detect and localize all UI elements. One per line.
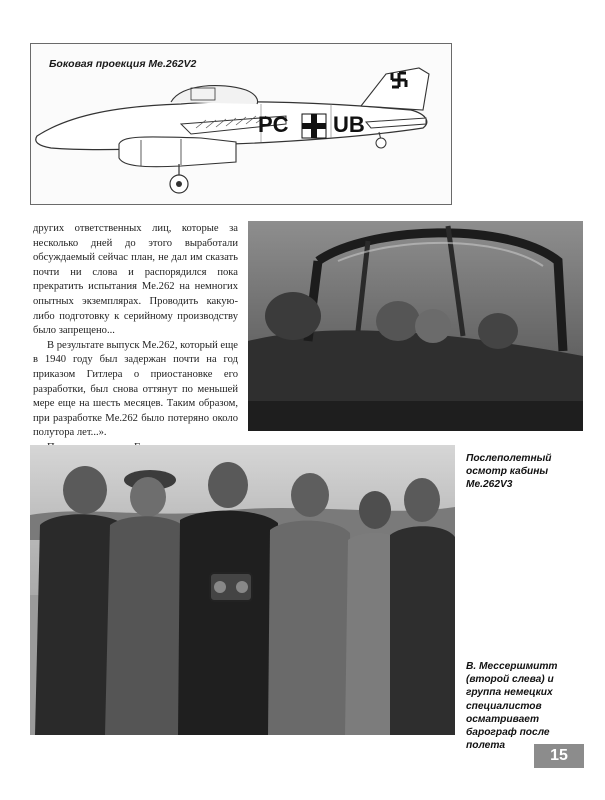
aircraft-registration-right: UB [333,112,365,137]
paragraph-2: В результате выпуск Me.262, который еще в 1940 году был задержан почти на год приказом Гитлера о приостановке его разработки, был снова оттянут по меньшей мере еще на шесть месяцев. Таким образом, при разработке Me.262 было потеряно около полутора лет...». [33,339,238,439]
cockpit-inspection-photo [248,221,583,431]
specialists-group-photo [30,445,455,735]
aircraft-registration-left: PC [258,112,289,137]
drawing-caption: Боковая проекция Me.262V2 [49,58,197,70]
page-number: 15 [534,744,584,768]
group-photo-caption: В. Мессершмитт (второй слева) и группа немецких специалистов осматривает барограф после полета [466,661,558,752]
aircraft-side-view-drawing [30,43,452,205]
cockpit-photo-caption: Послеполетный осмотр кабины Me.262V3 [466,453,552,491]
paragraph-1: других ответственных лиц, которые за несколько дней до этого выработали обсуждаемый сейчас план, не дал им сказать почти ни слова и распорядился пока прекратить испытания Me.262 на немногих опытных экземплярах. Проводить какую-либо подготовку к серийному производству было запрещено... [33,223,238,337]
